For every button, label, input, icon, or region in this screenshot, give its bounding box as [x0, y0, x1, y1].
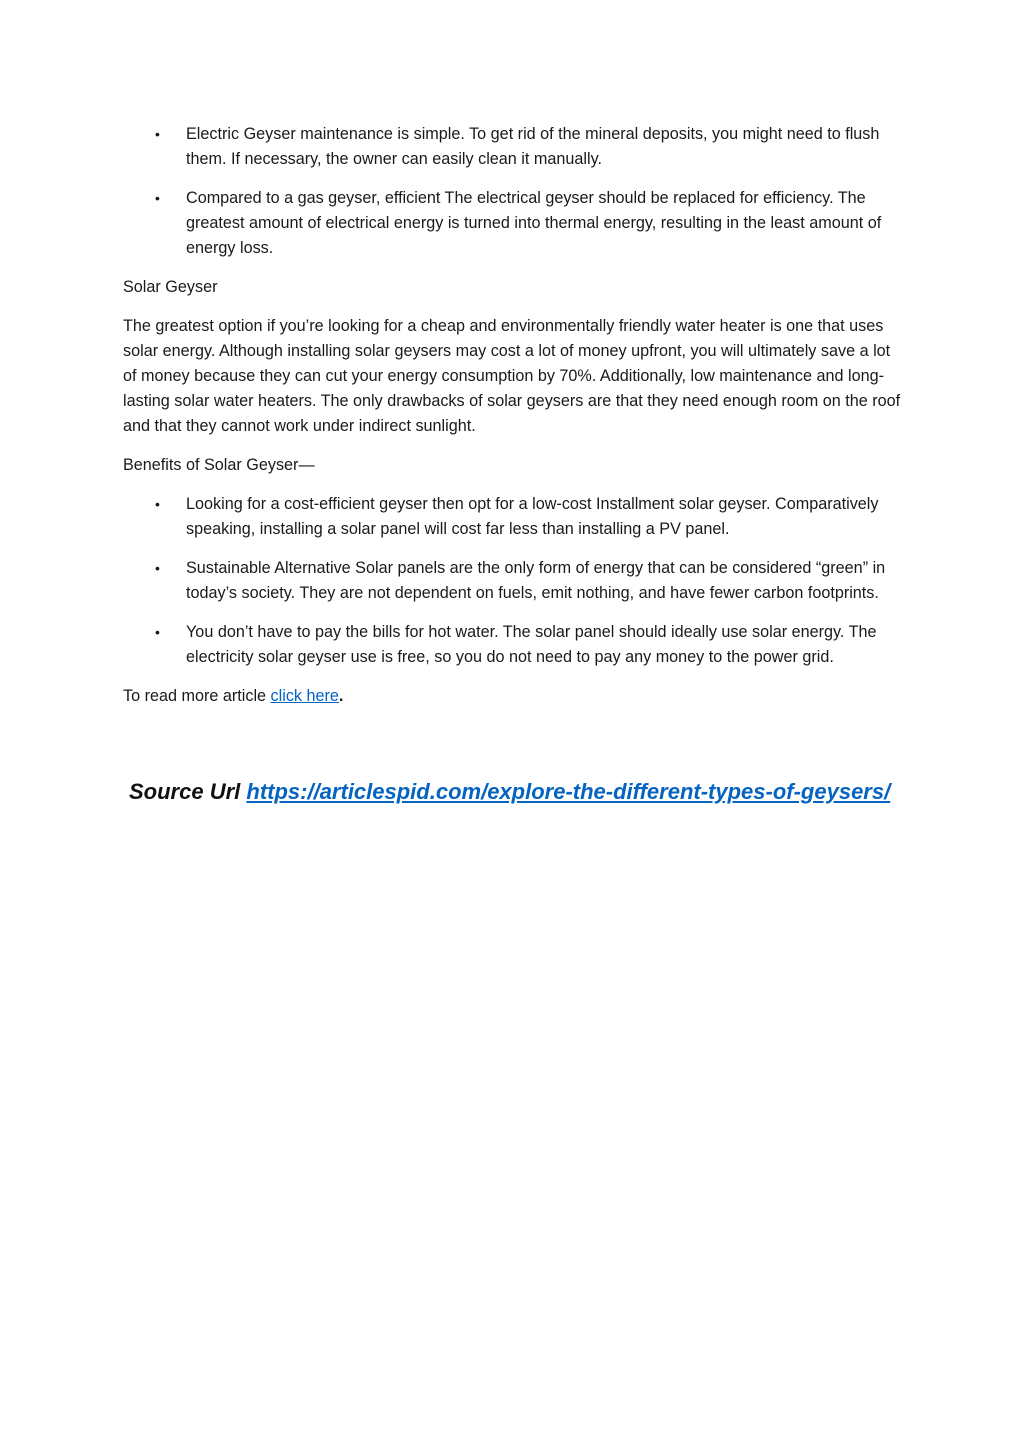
solar-geyser-heading: Solar Geyser [123, 278, 218, 296]
list-item [123, 556, 903, 606]
list-item-text: You don’t have to pay the bills for hot water. The solar panel should ideally use solar energy. The electricity solar geyser use is free, so you do not need to pay any money to the power grid. [186, 623, 877, 666]
list-item [123, 620, 903, 670]
read-more-line [123, 684, 903, 709]
source-url-label: Source Url [129, 779, 247, 804]
solar-geyser-paragraph: The greatest option if you’re looking for a cheap and environmentally friendly water heater is one that uses solar energy. Although installing solar geysers may cost a lot of money upfront, you will ultimately save a lot of money because they can cut your energy consumption by 70%. Additionally, low maintenance and long-lasting solar water heaters. The only drawbacks of solar geysers are that they need enough room on the roof and that they cannot work under indirect sunlight. [123, 317, 901, 435]
solar-benefits-list [123, 492, 903, 670]
bullet-icon: • [155, 560, 160, 576]
bullet-icon: • [155, 190, 160, 206]
list-item [123, 186, 903, 261]
benefits-heading: Benefits of Solar Geyser— [123, 456, 315, 474]
document-body [123, 122, 903, 723]
geyser-benefits-list [123, 122, 903, 261]
list-item-text: Compared to a gas geyser, efficient The electrical geyser should be replaced for efficiency. The greatest amount of electrical energy is turned into thermal energy, resulting in the least amount of energy loss. [186, 189, 882, 257]
read-more-prefix: To read more article [123, 687, 271, 705]
read-more-suffix: . [338, 687, 344, 705]
list-item [123, 122, 903, 172]
click-here-link[interactable]: click here [270, 687, 339, 705]
list-item-text: Sustainable Alternative Solar panels are the only form of energy that can be considered “green” in today’s society. They are not dependent on fuels, emit nothing, and have fewer carbon footprints. [186, 559, 886, 602]
bullet-icon: • [155, 496, 160, 512]
list-item-text: Looking for a cost-efficient geyser then opt for a low-cost Installment solar geyser. Comparatively speaking, installing a solar panel will cost far less than installing a PV panel. [186, 495, 879, 538]
list-item [123, 492, 903, 542]
source-url-link[interactable]: https://articlespid.com/explore-the-different-types-of-geysers/ [246, 779, 891, 804]
source-url-line [129, 776, 890, 808]
list-item-text: Electric Geyser maintenance is simple. To get rid of the mineral deposits, you might need to flush them. If necessary, the owner can easily clean it manually. [186, 125, 880, 168]
bullet-icon: • [155, 126, 160, 142]
bullet-icon: • [155, 624, 160, 640]
